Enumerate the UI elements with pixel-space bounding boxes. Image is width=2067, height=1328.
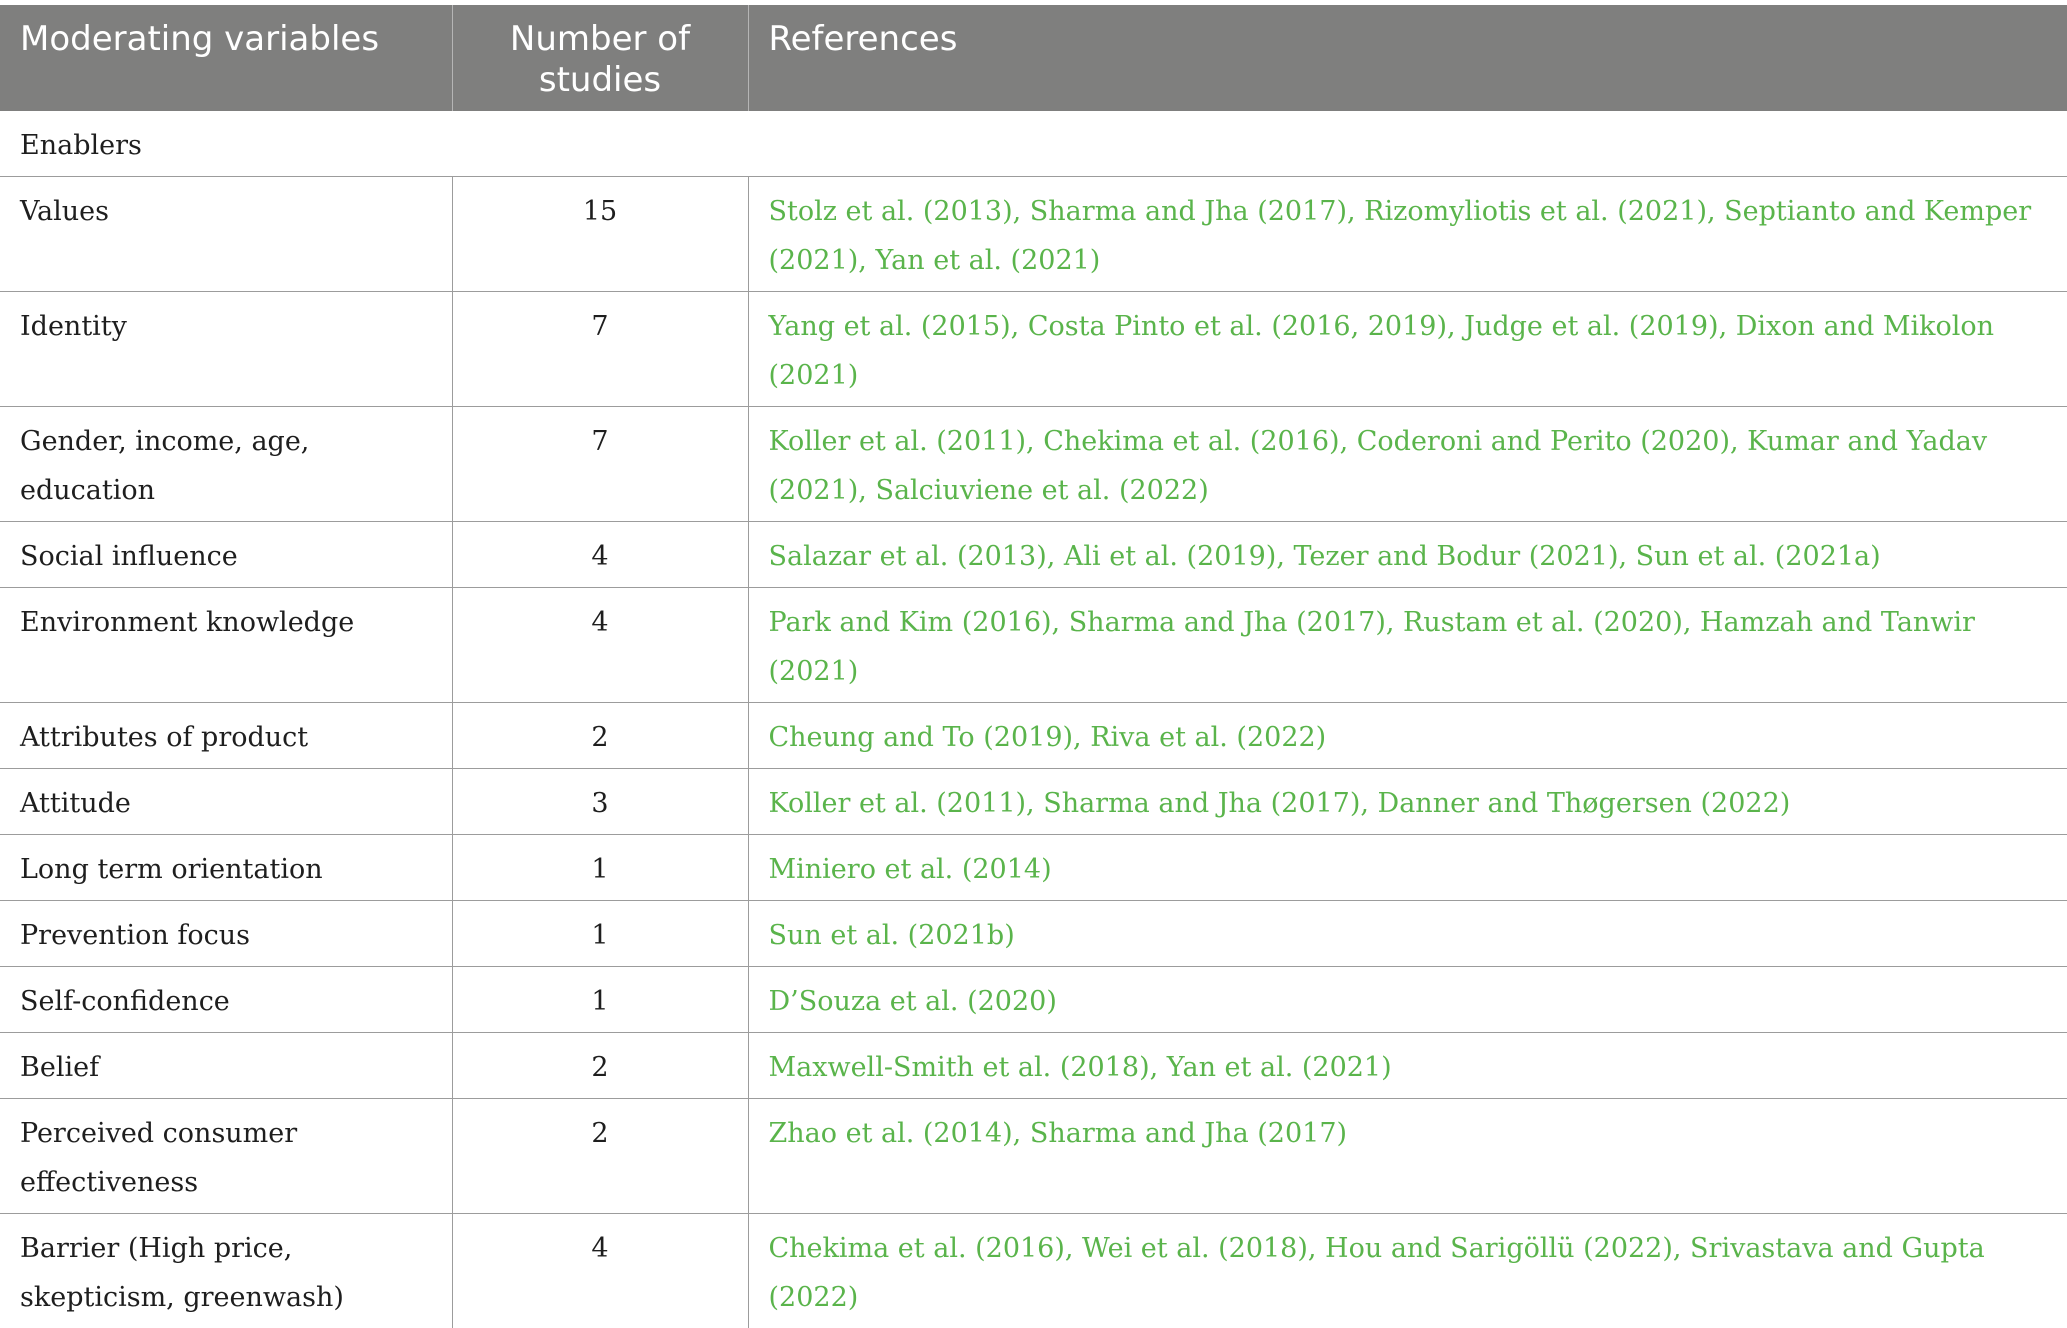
section-row-enablers [0, 111, 2067, 177]
cell-number-of-studies: 2 [452, 1099, 748, 1214]
table-row [0, 835, 2067, 901]
header-count-line2: studies [539, 60, 661, 100]
cell-moderating-variable: Values [0, 177, 452, 292]
cell-moderating-variable: Environment knowledge [0, 588, 452, 703]
cell-moderating-variable: Barrier (High price, skepticism, greenwash) [0, 1214, 452, 1328]
cell-number-of-studies: 7 [452, 407, 748, 522]
cell-moderating-variable: Prevention focus [0, 901, 452, 967]
cell-number-of-studies: 2 [452, 703, 748, 769]
cell-moderating-variable: Belief [0, 1033, 452, 1099]
section-label: Enablers [0, 111, 2067, 177]
header-number-of-studies [452, 5, 748, 111]
table-row [0, 1033, 2067, 1099]
cell-references-link[interactable]: Stolz et al. (2013), Sharma and Jha (2017), Rizomyliotis et al. (2021), Septianto and Kemper (2021), Yan et al. (2021) [748, 177, 2067, 292]
cell-number-of-studies: 2 [452, 1033, 748, 1099]
cell-references-link[interactable]: Chekima et al. (2016), Wei et al. (2018), Hou and Sarigöllü (2022), Srivastava and Gupta (2022) [748, 1214, 2067, 1328]
cell-number-of-studies: 15 [452, 177, 748, 292]
table-body [0, 111, 2067, 1328]
cell-references-link[interactable]: Salazar et al. (2013), Ali et al. (2019), Tezer and Bodur (2021), Sun et al. (2021a) [748, 522, 2067, 588]
cell-moderating-variable: Identity [0, 292, 452, 407]
table-row [0, 901, 2067, 967]
cell-references-link[interactable]: Cheung and To (2019), Riva et al. (2022) [748, 703, 2067, 769]
cell-number-of-studies: 3 [452, 769, 748, 835]
header-moderating-variables: Moderating variables [0, 5, 452, 111]
table-row [0, 177, 2067, 292]
cell-moderating-variable: Attributes of product [0, 703, 452, 769]
table-row [0, 407, 2067, 522]
table-row [0, 703, 2067, 769]
cell-references-link[interactable]: Park and Kim (2016), Sharma and Jha (2017), Rustam et al. (2020), Hamzah and Tanwir (2021) [748, 588, 2067, 703]
table-row [0, 967, 2067, 1033]
cell-references-link[interactable]: Yang et al. (2015), Costa Pinto et al. (2016, 2019), Judge et al. (2019), Dixon and Mikolon (2021) [748, 292, 2067, 407]
table-row [0, 1214, 2067, 1328]
moderating-variables-table-container [0, 5, 2067, 1328]
cell-number-of-studies: 1 [452, 901, 748, 967]
cell-moderating-variable: Social influence [0, 522, 452, 588]
cell-number-of-studies: 4 [452, 588, 748, 703]
table-row [0, 292, 2067, 407]
cell-references-link[interactable]: Miniero et al. (2014) [748, 835, 2067, 901]
moderating-variables-table [0, 5, 2067, 1328]
cell-references-link[interactable]: Koller et al. (2011), Sharma and Jha (2017), Danner and Thøgersen (2022) [748, 769, 2067, 835]
cell-number-of-studies: 7 [452, 292, 748, 407]
table-row [0, 588, 2067, 703]
cell-number-of-studies: 4 [452, 522, 748, 588]
cell-moderating-variable: Attitude [0, 769, 452, 835]
table-row [0, 522, 2067, 588]
table-row [0, 1099, 2067, 1214]
header-references: References [748, 5, 2067, 111]
cell-number-of-studies: 1 [452, 967, 748, 1033]
cell-references-link[interactable]: Maxwell-Smith et al. (2018), Yan et al. (2021) [748, 1033, 2067, 1099]
cell-moderating-variable: Gender, income, age, education [0, 407, 452, 522]
header-count-line1: Number of [510, 19, 690, 59]
table-header [0, 5, 2067, 111]
cell-number-of-studies: 4 [452, 1214, 748, 1328]
cell-references-link[interactable]: Sun et al. (2021b) [748, 901, 2067, 967]
cell-references-link[interactable]: D’Souza et al. (2020) [748, 967, 2067, 1033]
cell-references-link[interactable]: Zhao et al. (2014), Sharma and Jha (2017) [748, 1099, 2067, 1214]
cell-number-of-studies: 1 [452, 835, 748, 901]
cell-references-link[interactable]: Koller et al. (2011), Chekima et al. (2016), Coderoni and Perito (2020), Kumar and Yadav (2021), Salciuviene et al. (2022) [748, 407, 2067, 522]
cell-moderating-variable: Self-confidence [0, 967, 452, 1033]
header-row [0, 5, 2067, 111]
cell-moderating-variable: Long term orientation [0, 835, 452, 901]
cell-moderating-variable: Perceived consumer effectiveness [0, 1099, 452, 1214]
table-row [0, 769, 2067, 835]
